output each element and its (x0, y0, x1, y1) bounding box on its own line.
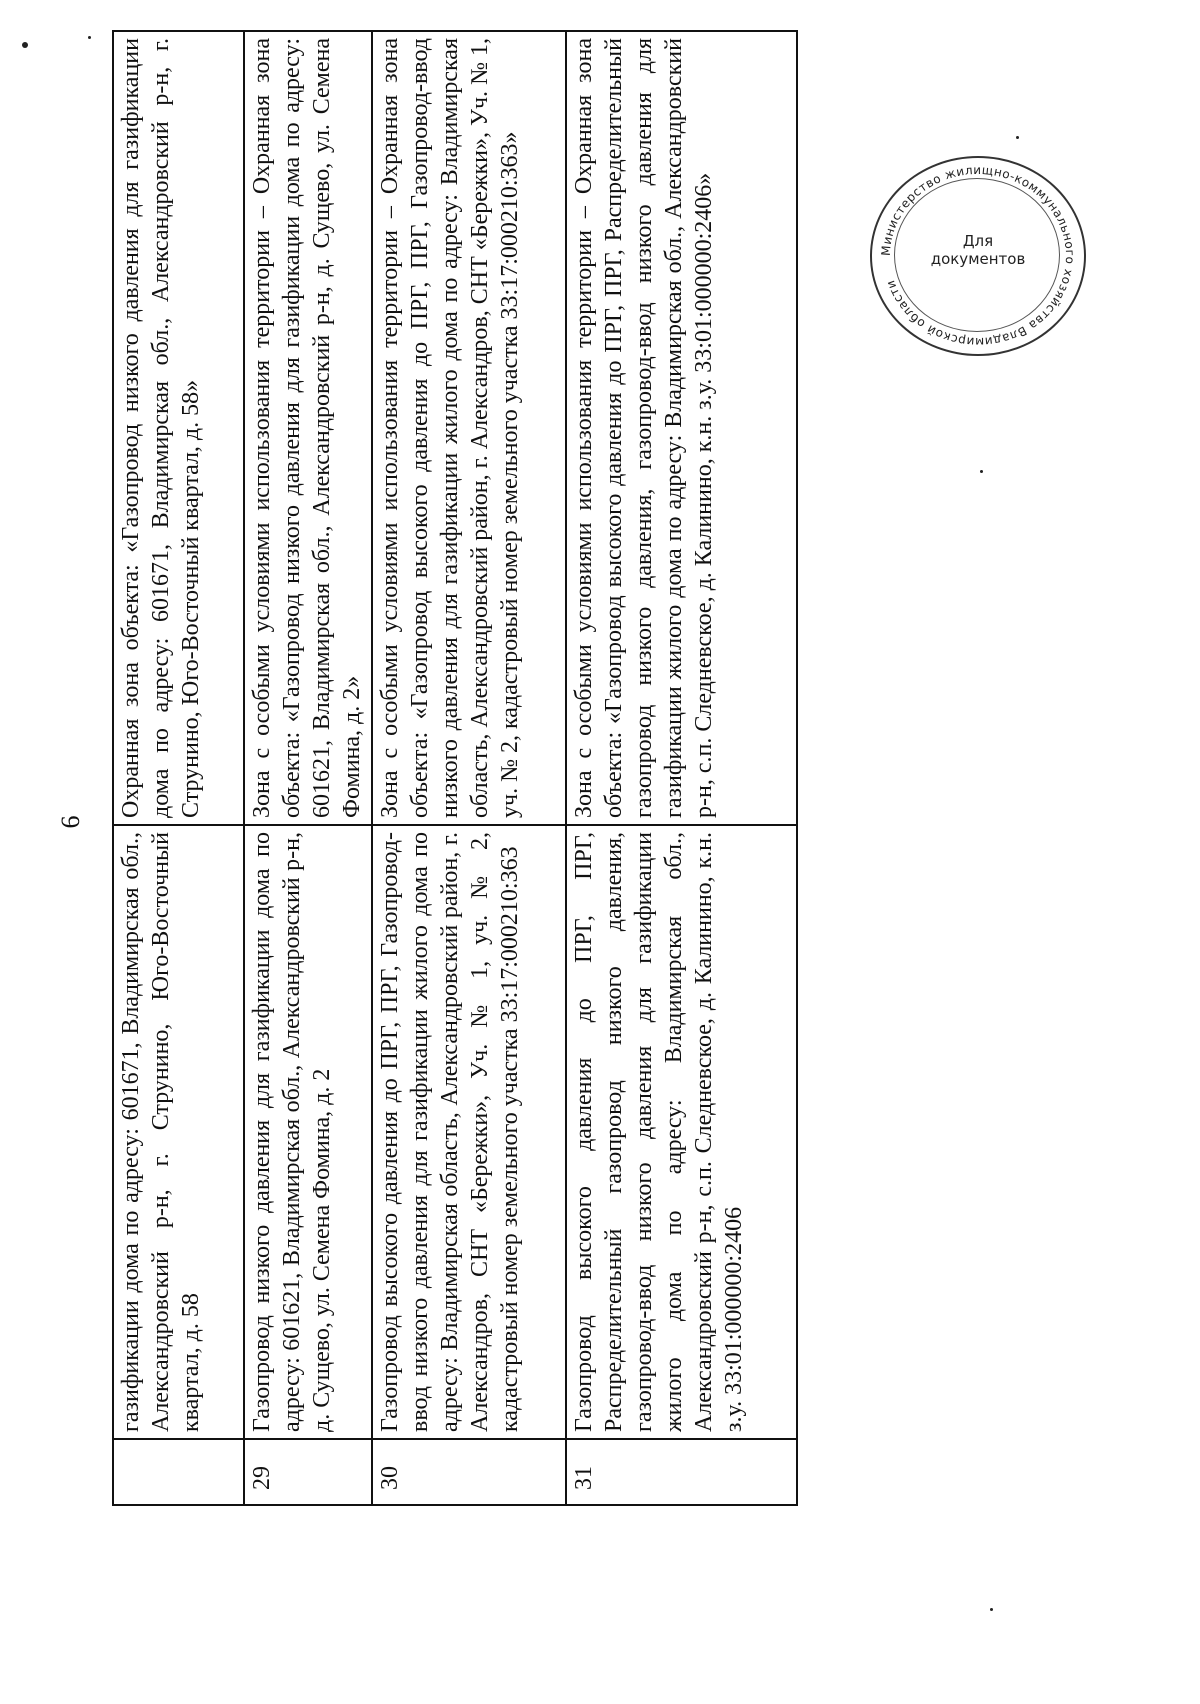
seal-ring-label: Министерство жилищно-коммунального хозяйства Владимирской области (878, 162, 1078, 350)
row-number: 29 (244, 1439, 372, 1505)
zone-description: Зона с особыми условиями использования территории – Охранная зона объекта: «Газопровод высокого давления до ПРГ, ПРГ, Распределительный газопровод низкого давления, газопровод-ввод низкого давления для газификации жилого дома по адресу: Владимирская обл., Александровский р-н, с.п. Следневское, д. Калинино, к.н. з.у. 33:01:000000:2406» (566, 31, 797, 825)
scan-speck (990, 1608, 993, 1611)
zone-description: Охранная зона объекта: «Газопровод низкого давления для газификации дома по адресу: 601671, Владимирская обл., Александровский р-н, г. Струнино, Юго-Восточный квартал, д. 58» (113, 31, 244, 825)
scan-speck (1016, 136, 1019, 139)
seal-center-text (872, 232, 1084, 268)
table-row (244, 31, 372, 1505)
zone-description: Зона с особыми условиями использования территории – Охранная зона объекта: «Газопровод низкого давления для газификации дома по адресу: 601621, Владимирская обл., Александровский р-н, д. Сущево, ул. Семена Фомина, д. 2» (244, 31, 372, 825)
scan-speck (22, 42, 28, 48)
object-description: Газопровод низкого давления для газификации дома по адресу: 601621, Владимирская обл., Александровский р-н, д. Сущево, ул. Семена Фомина, д. 2 (244, 825, 372, 1439)
object-description: Газопровод высокого давления до ПРГ, ПРГ, Распределительный газопровод низкого давления, газопровод-ввод низкого давления для газификации жилого дома по адресу: Владимирская обл., Александровский р-н, с.п. Следневское, д. Калинино, к.н. з.у. 33:01:000000:2406 (566, 825, 797, 1439)
zones-table (112, 30, 798, 1506)
table-row (113, 31, 244, 1505)
scan-speck (980, 470, 983, 473)
scan-speck (88, 36, 91, 39)
row-number: 31 (566, 1439, 797, 1505)
table-row (372, 31, 566, 1505)
table-row (566, 31, 797, 1505)
object-description: газификации дома по адресу: 601671, Владимирская обл., Александровский р-н, г. Струнино, Юго-Восточный квартал, д. 58 (113, 825, 244, 1439)
row-number (113, 1439, 244, 1505)
zone-description: Зона с особыми условиями использования территории – Охранная зона объекта: «Газопровод высокого давления до ПРГ, ПРГ, Газопровод-ввод низкого давления для газификации жилого дома по адресу: Владимирская область, Александровский район, г. Александров, СНТ «Бережки», Уч. № 1, уч. № 2, кадастровый номер земельного участка 33:17:000210:363» (372, 31, 566, 825)
official-seal (870, 156, 1086, 356)
seal-center-line2: документов (930, 250, 1026, 268)
row-number: 30 (372, 1439, 566, 1505)
page-number: 6 (56, 815, 85, 829)
seal-center-line1: Для (962, 232, 994, 250)
object-description: Газопровод высокого давления до ПРГ, ПРГ, Газопровод-ввод низкого давления для газификации жилого дома по адресу: Владимирская область, Александровский район, г. Александров, СНТ «Бережки», Уч. № 1, уч. № 2, кадастровый номер земельного участка 33:17:000210:363 (372, 825, 566, 1439)
